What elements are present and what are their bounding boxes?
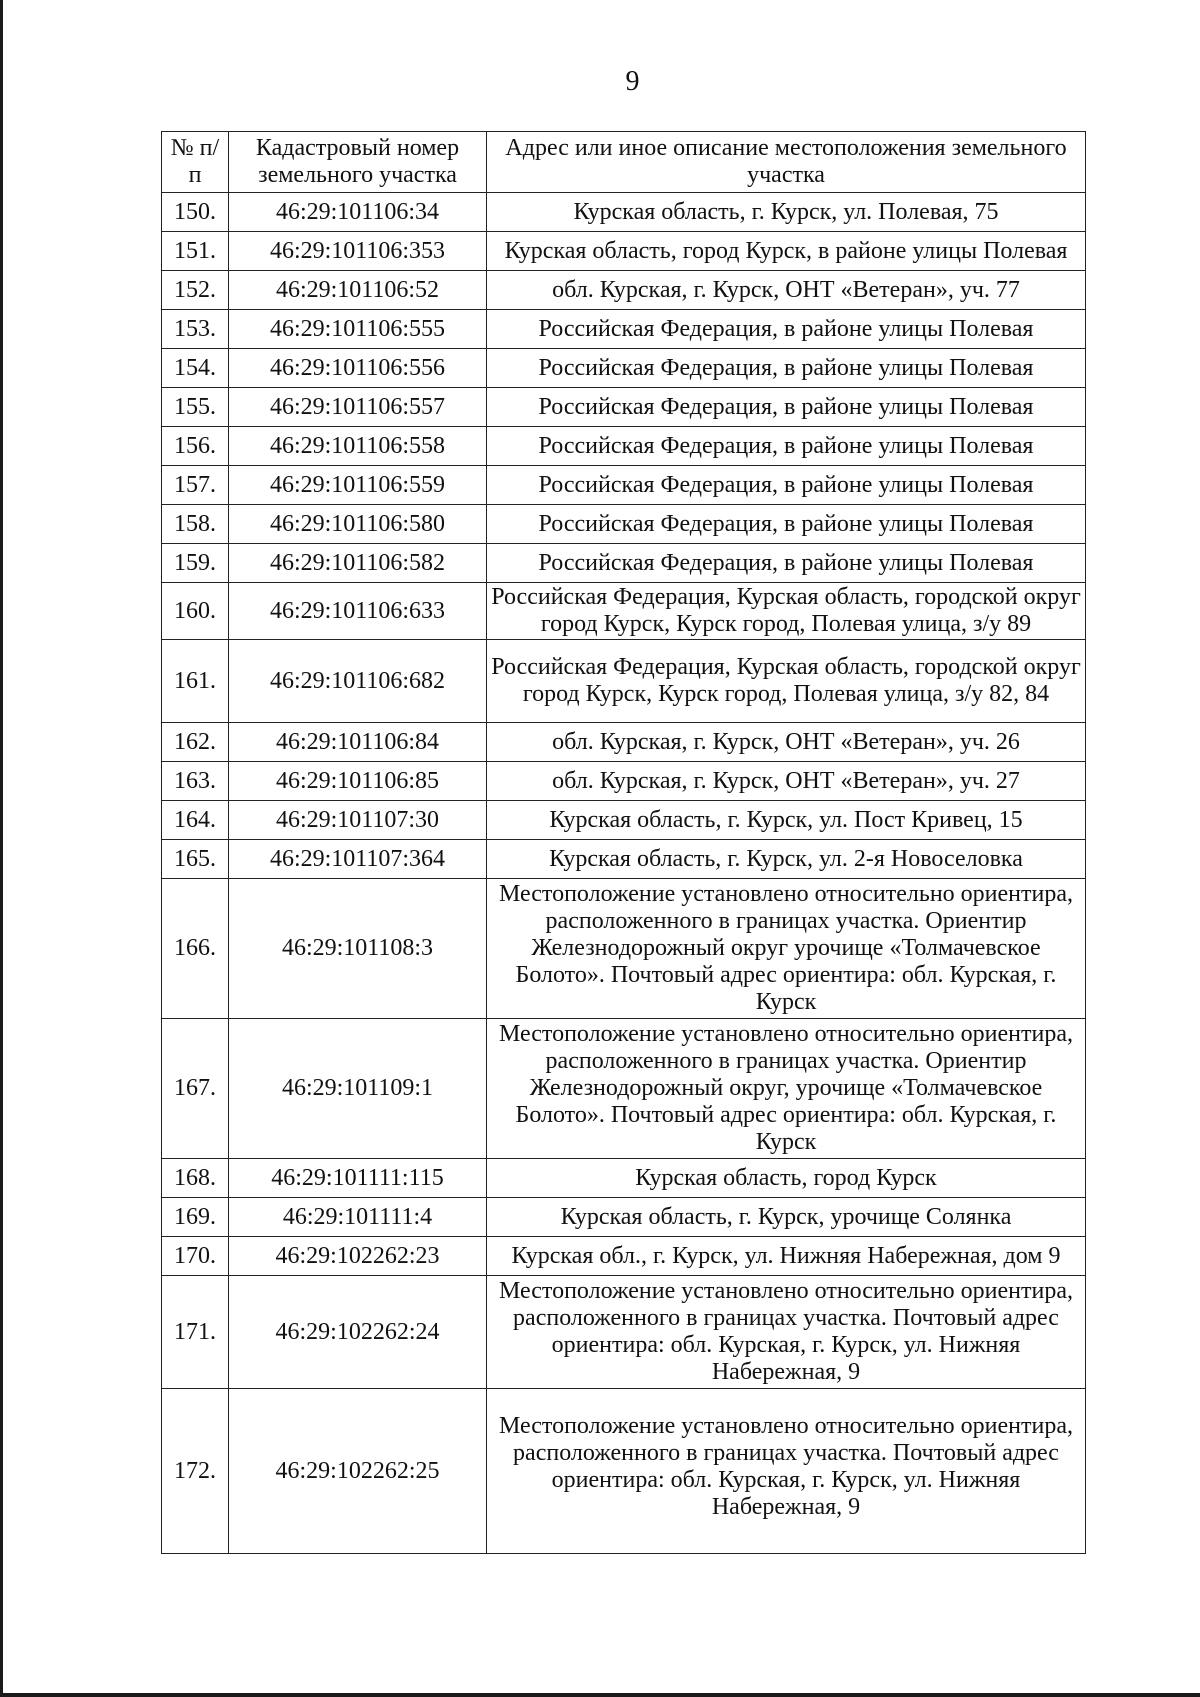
row-num [162,1389,229,1554]
row-cadastral: 46:29:101109:1 [229,1019,487,1159]
row-cadastral: 46:29:102262:24 [229,1276,487,1389]
table-row [162,310,1086,349]
table-row [162,1276,1086,1389]
row-num: 169. [162,1198,229,1237]
table-row [162,271,1086,310]
row-num: 164. [162,801,229,840]
table-row [162,232,1086,271]
row-num: 158. [162,505,229,544]
row-cadastral: 46:29:101108:3 [229,879,487,1019]
row-cadastral: 46:29:101106:52 [229,271,487,310]
header-cadastral: Кадастровый номер земельного участка [229,132,487,193]
row-cadastral: 46:29:101106:580 [229,505,487,544]
land-plots-table [161,131,1086,1554]
row-num: 159. [162,544,229,583]
table-row [162,583,1086,640]
row-num: 163. [162,762,229,801]
row-cadastral: 46:29:101106:558 [229,427,487,466]
row-address: обл. Курская, г. Курск, ОНТ «Ветеран», уч. 26 [487,723,1086,762]
row-cadastral: 46:29:101106:84 [229,723,487,762]
table-header [162,132,1086,193]
row-address: Российская Федерация, Курская область, городской округ город Курск, Курск город, Полевая улица, з/у 89 [487,583,1086,640]
table-body [162,193,1086,1554]
row-address: обл. Курская, г. Курск, ОНТ «Ветеран», уч. 27 [487,762,1086,801]
table-row [162,505,1086,544]
row-cadastral: 46:29:101106:559 [229,466,487,505]
row-address: Российская Федерация, в районе улицы Полевая [487,544,1086,583]
row-address: Российская Федерация, в районе улицы Полевая [487,310,1086,349]
row-num: 171. [162,1276,229,1389]
row-num: 162. [162,723,229,762]
row-num: 165. [162,840,229,879]
row-address: Российская Федерация, в районе улицы Полевая [487,505,1086,544]
row-cadastral [229,1389,487,1554]
table-row [162,1389,1086,1554]
row-address: Курская область, г. Курск, урочище Солянка [487,1198,1086,1237]
row-address: Курская область, город Курск [487,1159,1086,1198]
row-address: Курская область, г. Курск, ул. Полевая, 75 [487,193,1086,232]
row-num: 168. [162,1159,229,1198]
row-num: 151. [162,232,229,271]
table-row [162,1159,1086,1198]
row-num: 153. [162,310,229,349]
row-num-text: 172. [174,1457,216,1484]
row-num: 170. [162,1237,229,1276]
row-num: 157. [162,466,229,505]
row-address: Местоположение установлено относительно ориентира, расположенного в границах участка. Ориентир Железнодорожный округ, урочище «Толмачевское Болото». Почтовый адрес ориентира: обл. Курская, г. Курск [487,1019,1086,1159]
table-row [162,640,1086,723]
row-cadastral-text: 46:29:102262:25 [275,1457,440,1484]
row-address: Местоположение установлено относительно ориентира, расположенного в границах участка. Почтовый адрес ориентира: обл. Курская, г. Курск, ул. Нижняя Набережная, 9 [487,1276,1086,1389]
row-cadastral: 46:29:101111:4 [229,1198,487,1237]
row-cadastral: 46:29:101106:353 [229,232,487,271]
row-num: 160. [162,583,229,640]
scan-edge-left [0,0,3,1697]
row-address: Российская Федерация, в районе улицы Полевая [487,427,1086,466]
row-address: Курская область, г. Курск, ул. Пост Кривец, 15 [487,801,1086,840]
row-cadastral: 46:29:101106:682 [229,640,487,723]
row-address: Российская Федерация, в районе улицы Полевая [487,388,1086,427]
table-row [162,544,1086,583]
row-num: 155. [162,388,229,427]
table-row [162,723,1086,762]
row-cadastral: 46:29:101111:115 [229,1159,487,1198]
table-row [162,762,1086,801]
row-num: 167. [162,1019,229,1159]
row-cadastral: 46:29:101106:557 [229,388,487,427]
row-cadastral: 46:29:102262:23 [229,1237,487,1276]
row-cadastral: 46:29:101106:582 [229,544,487,583]
row-address: Курская обл., г. Курск, ул. Нижняя Набережная, дом 9 [487,1237,1086,1276]
row-address: Российская Федерация, Курская область, городской округ город Курск, Курск город, Полевая улица, з/у 82, 84 [487,640,1086,723]
table-row [162,1019,1086,1159]
table-row [162,427,1086,466]
row-num: 166. [162,879,229,1019]
row-num: 161. [162,640,229,723]
row-address: Российская Федерация, в районе улицы Полевая [487,466,1086,505]
row-cadastral: 46:29:101107:364 [229,840,487,879]
table-row [162,801,1086,840]
table-row [162,1237,1086,1276]
table-row [162,466,1086,505]
row-num: 152. [162,271,229,310]
table-row [162,840,1086,879]
table-row [162,349,1086,388]
row-address: Местоположение установлено относительно ориентира, расположенного в границах участка. Ориентир Железнодорожный округ урочище «Толмачевское Болото». Почтовый адрес ориентира: обл. Курская, г. Курск [487,879,1086,1019]
row-cadastral: 46:29:101106:85 [229,762,487,801]
table-row [162,388,1086,427]
row-cadastral: 46:29:101107:30 [229,801,487,840]
header-num: № п/п [162,132,229,193]
row-address: обл. Курская, г. Курск, ОНТ «Ветеран», уч. 77 [487,271,1086,310]
table-row [162,1198,1086,1237]
row-num: 154. [162,349,229,388]
row-address: Российская Федерация, в районе улицы Полевая [487,349,1086,388]
row-cadastral: 46:29:101106:34 [229,193,487,232]
row-cadastral: 46:29:101106:556 [229,349,487,388]
row-cadastral: 46:29:101106:555 [229,310,487,349]
scan-edge-bottom [0,1693,1200,1697]
row-cadastral: 46:29:101106:633 [229,583,487,640]
row-address: Местоположение установлено относительно ориентира, расположенного в границах участка. Почтовый адрес ориентира: обл. Курская, г. Курск, ул. Нижняя Набережная, 9 [487,1389,1086,1554]
row-address: Курская область, город Курск, в районе улицы Полевая [487,232,1086,271]
table-row [162,879,1086,1019]
row-address: Курская область, г. Курск, ул. 2-я Новоселовка [487,840,1086,879]
header-address: Адрес или иное описание местоположения земельного участка [487,132,1086,193]
page-number: 9 [625,66,640,97]
row-num: 150. [162,193,229,232]
table-row [162,193,1086,232]
row-num: 156. [162,427,229,466]
